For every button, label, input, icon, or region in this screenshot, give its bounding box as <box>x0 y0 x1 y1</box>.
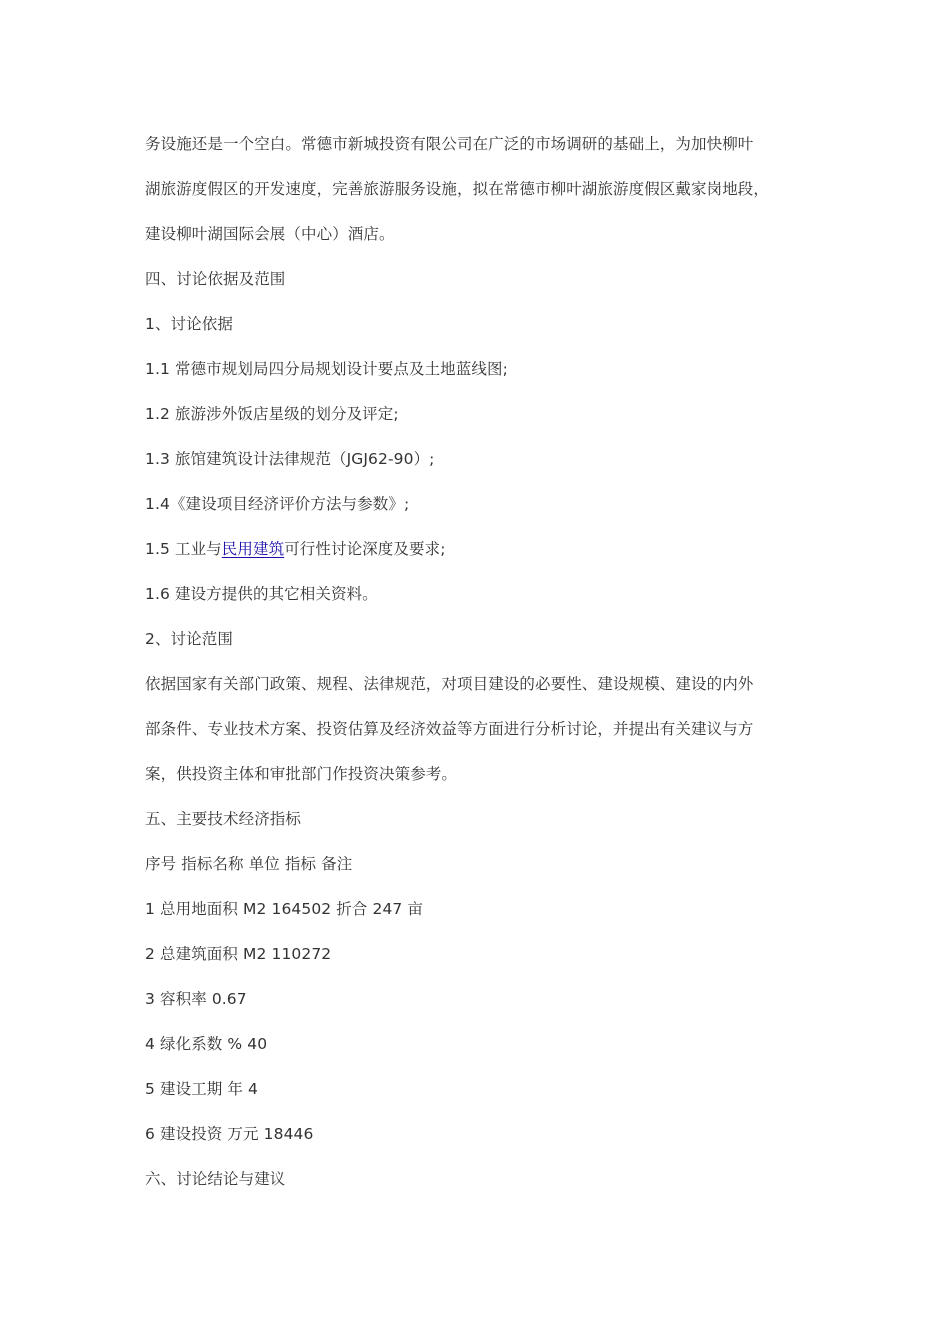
list-item-1-5 <box>145 527 810 572</box>
paragraph-line: 案，供投资主体和审批部门作投资决策参考。 <box>145 765 458 783</box>
list-item-1-6: 1.6 建设方提供的其它相关资料。 <box>145 585 378 603</box>
paragraph-line: 建设柳叶湖国际会展（中心）酒店。 <box>145 225 395 243</box>
indicator-table-header: 序号 指标名称 单位 指标 备注 <box>145 855 353 873</box>
indicator-row: 4 绿化系数 % 40 <box>145 1035 268 1053</box>
civil-building-link[interactable]: 民用建筑 <box>221 540 285 558</box>
list-item-1-3: 1.3 旅馆建筑设计法律规范（JGJ62-90）; <box>145 450 435 468</box>
indicator-row: 3 容积率 0.67 <box>145 990 247 1008</box>
list-item-1-1: 1.1 常德市规划局四分局规划设计要点及土地蓝线图; <box>145 360 508 378</box>
list-item-1-4: 1.4《建设项目经济评价方法与参数》; <box>145 495 410 513</box>
list-item-1-5-suffix: 可行性讨论深度及要求; <box>284 540 446 558</box>
section-heading-basis-scope: 四、讨论依据及范围 <box>145 270 286 288</box>
paragraph-line: 依据国家有关部门政策、规程、法律规范，对项目建设的必要性、建设规模、建设的内外 <box>145 675 754 693</box>
section-heading-indicators: 五、主要技术经济指标 <box>145 810 302 828</box>
indicator-row: 1 总用地面积 M2 164502 折合 247 亩 <box>145 900 424 918</box>
document-body <box>145 122 810 1202</box>
indicator-row: 5 建设工期 年 4 <box>145 1080 259 1098</box>
list-item-1-5-prefix: 1.5 工业与 <box>145 540 222 558</box>
indicator-row: 6 建设投资 万元 18446 <box>145 1125 314 1143</box>
paragraph-line: 湖旅游度假区的开发速度，完善旅游服务设施，拟在常德市柳叶湖旅游度假区戴家岗地段， <box>145 180 770 198</box>
subsection-heading-basis: 1、讨论依据 <box>145 315 233 333</box>
paragraph-line: 部条件、专业技术方案、投资估算及经济效益等方面进行分析讨论，并提出有关建议与方 <box>145 720 754 738</box>
paragraph-line: 务设施还是一个空白。常德市新城投资有限公司在广泛的市场调研的基础上，为加快柳叶 <box>145 135 754 153</box>
section-heading-conclusion: 六、讨论结论与建议 <box>145 1170 286 1188</box>
subsection-heading-scope: 2、讨论范围 <box>145 630 233 648</box>
indicator-row: 2 总建筑面积 M2 110272 <box>145 945 332 963</box>
list-item-1-2: 1.2 旅游涉外饭店星级的划分及评定; <box>145 405 399 423</box>
